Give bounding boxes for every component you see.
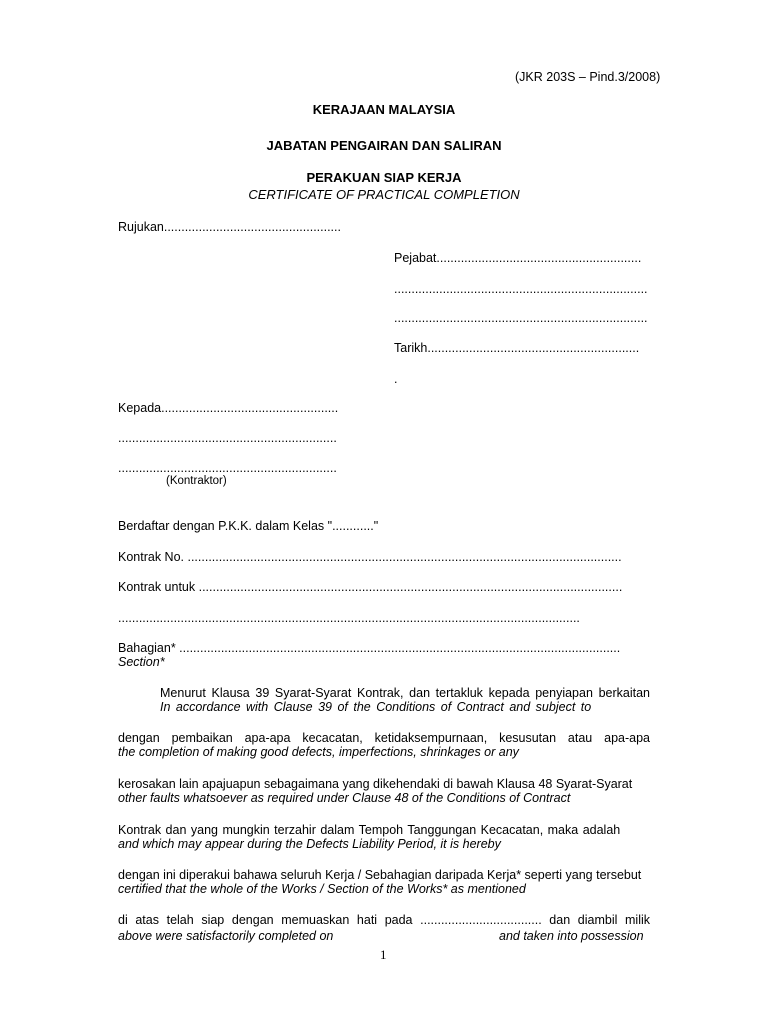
bahagian-field: Bahagian* ............................................................................................................................... xyxy=(118,641,621,655)
tarikh-field: Tarikh............................................................. xyxy=(394,341,640,355)
paragraph-1-english: In accordance with Clause 39 of the Conditions of Contract and subject to xyxy=(160,700,592,714)
kontraktor-label: (Kontraktor) xyxy=(166,475,227,487)
pejabat-field: Pejabat........................................................... xyxy=(394,251,642,265)
kepada-line-2: ............................................................... xyxy=(118,431,337,445)
paragraph-2-english: the completion of making good defects, imperfections, shrinkages or any xyxy=(118,745,519,759)
paragraph-6-english-end: and taken into possession xyxy=(499,929,644,943)
form-reference: (JKR 203S – Pind.3/2008) xyxy=(515,70,661,84)
pejabat-line-2: ......................................................................... xyxy=(394,282,648,296)
paragraph-2-malay: dengan pembaikan apa-apa kecacatan, ketidaksempurnaan, kesusutan atau apa-apa xyxy=(118,731,650,745)
paragraph-5-english: certified that the whole of the Works / Section of the Works* as mentioned xyxy=(118,882,526,896)
certificate-title-english: CERTIFICATE OF PRACTICAL COMPLETION xyxy=(248,187,520,202)
certificate-title: PERAKUAN SIAP KERJA xyxy=(306,170,462,185)
kepada-line-3: ............................................................... xyxy=(118,461,337,475)
kepada-field: Kepada................................................... xyxy=(118,401,339,415)
tarikh-dot: . xyxy=(394,372,398,386)
department-title: JABATAN PENGAIRAN DAN SALIRAN xyxy=(266,138,502,153)
paragraph-1-malay: Menurut Klausa 39 Syarat-Syarat Kontrak, dan tertakluk kepada penyiapan berkaitan xyxy=(160,686,650,700)
kontrak-untuk-line-2: ..................................................................................................................................... xyxy=(118,611,580,625)
rujukan-field: Rujukan................................................... xyxy=(118,220,341,234)
pejabat-line-3: ......................................................................... xyxy=(394,311,648,325)
paragraph-6-malay: di atas telah siap dengan memuaskan hati pada ................................... dan diambil milik xyxy=(118,913,650,927)
page-number: 1 xyxy=(380,947,387,962)
section-label: Section* xyxy=(118,655,165,669)
paragraph-3-malay: kerosakan lain apajuapun sebagaimana yang dikehendaki di bawah Klausa 48 Syarat-Syarat xyxy=(118,777,633,791)
kontrak-untuk-field: Kontrak untuk .......................................................................................................................... xyxy=(118,580,623,594)
paragraph-3-english: other faults whatsoever as required under Clause 48 of the Conditions of Contract xyxy=(118,791,571,805)
paragraph-4-malay: Kontrak dan yang mungkin terzahir dalam Tempoh Tanggungan Kecacatan, maka adalah xyxy=(118,823,621,837)
government-title: KERAJAAN MALAYSIA xyxy=(312,102,456,117)
berdaftar-field: Berdaftar dengan P.K.K. dalam Kelas "............" xyxy=(118,519,379,533)
paragraph-5-malay: dengan ini diperakui bahawa seluruh Kerja / Sebahagian daripada Kerja* seperti yang tersebut xyxy=(118,868,642,882)
kontrak-no-field: Kontrak No. ............................................................................................................................. xyxy=(118,550,622,564)
paragraph-4-english: and which may appear during the Defects Liability Period, it is hereby xyxy=(118,837,501,851)
paragraph-6-english-start: above were satisfactorily completed on xyxy=(118,929,334,943)
